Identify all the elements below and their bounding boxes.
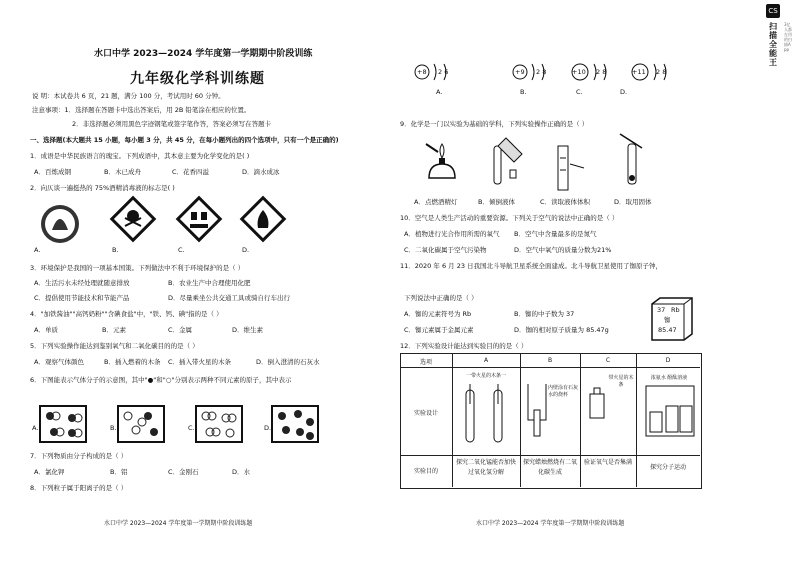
q9-caption-a: A．点燃酒精灯 <box>414 198 458 206</box>
scanner-watermark <box>762 0 794 110</box>
q9-caption-d: D．取用固体 <box>614 198 652 206</box>
question-7: 7．下列物质由分子构成的是（ ） <box>30 452 128 460</box>
q3-option-b: B．农业生产中合理使用化肥 <box>168 279 251 287</box>
q2-label-d: D. <box>242 246 250 254</box>
q10-option-c: C．二氧化碳属于空气污染物 <box>404 246 487 254</box>
q1-option-d: D．滴水成冰 <box>242 168 280 176</box>
q11-option-d: D．铷的相对原子质量为 85.47g <box>514 326 609 334</box>
q8-label-a: A. <box>436 88 443 96</box>
notes-line-1: 说 明：本试卷共 6 页，21 题，满分 100 分，考试用时 60 分钟。 <box>32 92 225 100</box>
subject-title: 九年级化学科训练题 <box>130 71 265 87</box>
right-footer: 水口中学 2023—2024 学年度第一学期期中阶段训练题 <box>476 520 625 527</box>
rb-symbol: Rb <box>671 306 680 314</box>
alcohol-lamp-icon <box>424 138 464 188</box>
pouring-liquid-icon <box>480 134 530 190</box>
goal-d: 探究分子运动 <box>649 464 686 471</box>
q7-option-a: A．氯化钾 <box>34 468 65 476</box>
rb-name: 铷 <box>664 316 671 324</box>
question-11: 11．2020 年 6 月 23 日我国北斗导航卫星系统全面建成。北斗导航卫星使用了铷原子钟， <box>400 262 663 270</box>
q10-option-d: D．空气中氧气的质量分数为21% <box>514 246 612 254</box>
q6-label-b: B. <box>110 424 117 432</box>
question-3: 3．环境保护是我国的一项基本国策。下列做法中不利于环境保护的是（ ） <box>30 264 245 272</box>
toxic-skull-icon <box>110 198 160 248</box>
graduated-cylinder-icon <box>550 144 590 194</box>
row-label-goal: 实验目的 <box>413 468 438 475</box>
question-10: 10．空气是人类生产活动的重要资源。下列关于空气的说法中正确的是（ ） <box>400 214 619 222</box>
flammable-drop-icon <box>40 200 100 250</box>
table-header-b: B <box>547 357 553 364</box>
notes-line-3: 2．非选择题必须用黑色字迹钢笔或签字笔作答，答案必须写在答题卡 <box>72 120 272 128</box>
scanner-brand: 扫描全能王 <box>769 22 777 67</box>
molecule-box-d <box>272 406 322 446</box>
q6-label-a: A. <box>32 424 39 432</box>
q11-option-c: C．铷元素属于金属元素 <box>404 326 474 334</box>
q6-label-d: D. <box>264 424 272 432</box>
test-tubes-icon <box>460 384 516 450</box>
notes-line-2: 注意事项：1．选择题在答题卡中选出答案后，用 2B 铅笔涂在相应的位置。 <box>32 106 251 114</box>
corrosive-icon <box>176 198 226 248</box>
atom-a-nucleus: +8 <box>417 68 427 76</box>
atom-d-nucleus: +11 <box>632 68 646 76</box>
q1-option-c: C．花香四溢 <box>172 168 210 176</box>
row-label-design: 实验设计 <box>413 410 438 417</box>
goal-b: 探究蜡烛燃烧有二氧化碳生成 <box>522 459 577 476</box>
question-2: 2．向仄谈一遍挺热的 75%酒精消毒液的标志是( ) <box>30 184 175 192</box>
section-1-heading: 一、选择题(本大题共 15 小题，每小题 3 分，共 45 分，在每小题列出的四个选项中，只有一个是正确的) <box>30 136 339 144</box>
question-8: 8．下列粒子属于阳离子的是（ ） <box>30 484 128 492</box>
q11-option-a: A．铷的元素符号为 Rb <box>404 310 472 318</box>
design-c-label: 带火星的木条 <box>608 375 634 388</box>
design-a-label: 一带火星的木条一 <box>465 373 506 379</box>
fire-hazard-icon <box>240 198 290 248</box>
atom-c-shells: 2 8 <box>596 68 607 76</box>
scanner-tagline: 3亿人都在用的扫描App <box>784 22 792 52</box>
rb-atomic-number: 37 <box>657 306 666 314</box>
q2-label-a: A. <box>34 246 41 254</box>
question-11-ask: 下列说法中正确的是（ ） <box>404 294 478 302</box>
q9-caption-b: B．倾倒液体 <box>478 198 515 206</box>
q4-option-d: D．维生素 <box>232 326 264 334</box>
q4-option-a: A．单质 <box>34 326 58 334</box>
q6-label-c: C. <box>188 424 195 432</box>
q2-label-c: C. <box>178 246 185 254</box>
question-12: 12．下列实验设计能达到实验目的的是（ ） <box>400 342 528 350</box>
question-4: 4．"加铁酱油""高钙奶粉""含碘食盐"中，"铁、钙、碘"指的是（ ） <box>30 310 223 318</box>
table-header-option: 选项 <box>419 359 432 366</box>
question-6: 6．下图能表示气体分子的示意图，其中"●"和"○"分别表示两种不同元素的原子，其中表示 <box>30 376 292 384</box>
candle-beaker-icon <box>526 380 550 446</box>
q1-option-b: B．木已成舟 <box>104 168 141 176</box>
q7-option-d: D．水 <box>232 468 251 476</box>
question-5: 5．下列实验操作能达到鉴别氧气和二氧化碳目的的是（ ） <box>30 342 199 350</box>
q5-option-b: B．插入燃着的木条 <box>104 358 161 366</box>
q3-option-c: C．提倡使用节能技术和节能产品 <box>34 294 130 302</box>
q3-option-d: D．尽量乘坐公共交通工具或骑自行车出行 <box>168 294 291 302</box>
q3-option-a: A．生活污水未经处理就随意排放 <box>34 279 130 287</box>
atom-c-nucleus: +10 <box>572 68 586 76</box>
left-footer: 水口中学 2023—2024 学年度第一学期期中阶段训练题 <box>104 520 253 527</box>
q4-option-c: C．金属 <box>168 326 193 334</box>
atom-b-shells: 2 8 <box>536 68 547 76</box>
q2-label-b: B. <box>112 246 119 254</box>
goal-c: 验证氧气是否集满 <box>583 459 632 466</box>
table-header-a: A <box>483 357 489 364</box>
question-9: 9．化学是一门以实验为基础的学科，下列实验操作正确的是（ ） <box>400 120 589 128</box>
molecule-box-b <box>118 406 168 446</box>
rb-atomic-mass: 85.47 <box>658 326 677 334</box>
gas-bottle-icon <box>586 384 610 424</box>
molecule-motion-beaker-icon <box>644 384 698 444</box>
atom-a-shells: 2 6 <box>438 68 449 76</box>
atom-d-shells: 2 8 <box>656 68 667 76</box>
q7-option-c: C．金刚石 <box>168 468 199 476</box>
q8-label-c: C. <box>576 88 583 96</box>
q7-option-b: B．铝 <box>110 468 128 476</box>
question-1: 1．成语是中华民族语言的瑰宝。下列成语中，其本意主要为化学变化的是( ) <box>30 152 250 160</box>
molecule-box-c <box>196 406 246 446</box>
q9-caption-c: C．读取液体体积 <box>540 198 591 206</box>
atom-b-nucleus: +9 <box>515 68 525 76</box>
q8-label-d: D. <box>620 88 628 96</box>
q4-option-b: B．元素 <box>102 326 126 334</box>
design-d-label: 浓氨水 酚酞溶液 <box>650 375 688 381</box>
table-header-c: C <box>605 357 611 364</box>
q5-option-a: A．观察气体颜色 <box>34 358 84 366</box>
q5-option-d: D．倒入澄清的石灰水 <box>256 358 320 366</box>
q8-label-b: B. <box>520 88 527 96</box>
table-header-d: D <box>665 357 671 364</box>
q10-option-a: A．植物进行光合作用所需的氧气 <box>404 230 500 238</box>
solid-taking-icon <box>616 134 656 190</box>
molecule-box-a <box>40 406 90 446</box>
q11-option-b: B．铷的中子数为 37 <box>514 310 575 318</box>
q10-option-b: B．空气中含量最多的是氮气 <box>514 230 597 238</box>
goal-a: 探究二氧化锰能否加快过氧化氢分解 <box>455 459 516 476</box>
rubidium-element-cell <box>648 296 698 342</box>
q1-option-a: A．百炼成钢 <box>34 168 71 176</box>
q5-option-c: C．插入带火星的木条 <box>168 358 232 366</box>
design-b-label: 内壁涂有石灰水的烧杯 <box>548 385 579 398</box>
scanner-logo-icon: CS <box>766 4 780 18</box>
school-title: 水口中学 2023—2024 学年度第一学期期中阶段训练 <box>94 49 313 59</box>
